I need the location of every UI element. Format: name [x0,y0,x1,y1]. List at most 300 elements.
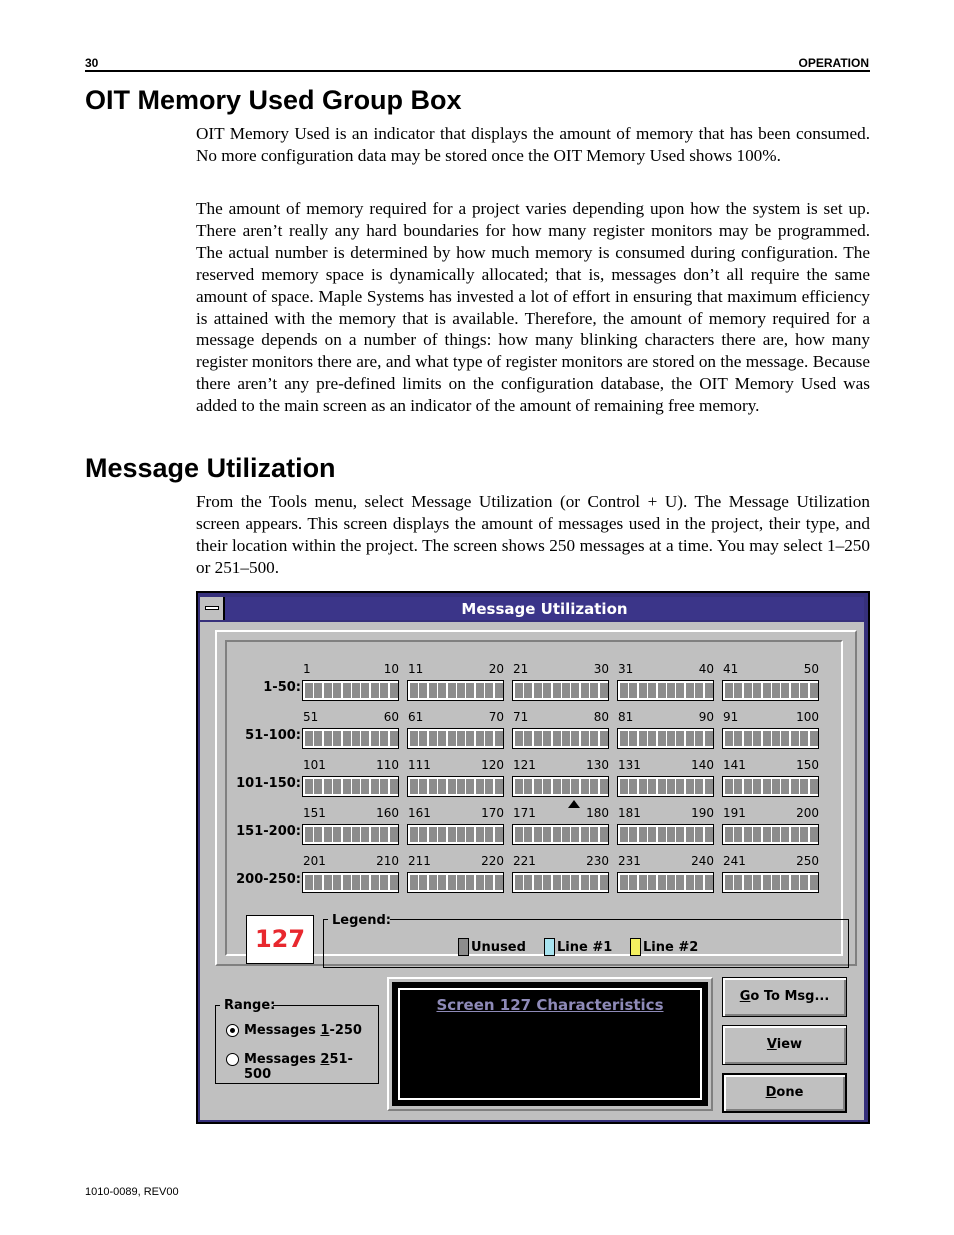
message-cell[interactable] [571,827,579,842]
message-cell[interactable] [448,683,456,698]
message-cell[interactable] [800,683,808,698]
message-cell[interactable] [553,731,561,746]
message-cell[interactable] [667,683,675,698]
message-cell[interactable] [562,827,570,842]
message-cell[interactable] [305,827,313,842]
message-cell[interactable] [466,827,474,842]
message-cell[interactable] [314,875,322,890]
message-cell[interactable] [361,683,369,698]
view-button[interactable]: View [722,1025,847,1065]
message-cell[interactable] [753,779,761,794]
message-cell[interactable] [600,779,608,794]
range-end-label: 120 [481,758,504,772]
message-cell[interactable] [515,827,523,842]
message-cell[interactable] [495,827,503,842]
message-cell[interactable] [543,827,551,842]
message-cell[interactable] [352,827,360,842]
message-cell[interactable] [419,875,427,890]
message-cell[interactable] [648,683,656,698]
message-cell[interactable] [725,731,733,746]
message-cell[interactable] [705,779,713,794]
message-cell[interactable] [314,827,322,842]
message-cell[interactable] [476,683,484,698]
message-cell[interactable] [600,683,608,698]
message-cell[interactable] [725,683,733,698]
message-cell[interactable] [343,779,351,794]
message-cell[interactable] [419,827,427,842]
message-cell-group[interactable] [512,728,609,749]
message-cell[interactable] [524,875,532,890]
message-cell[interactable] [457,779,465,794]
message-cell[interactable] [305,731,313,746]
message-cell[interactable] [781,731,789,746]
message-cell[interactable] [515,779,523,794]
range-end-label: 130 [586,758,609,772]
message-cell[interactable] [600,731,608,746]
message-cell[interactable] [352,731,360,746]
message-cell[interactable] [553,779,561,794]
message-cell[interactable] [324,731,332,746]
message-cell-group[interactable] [302,728,399,749]
message-cell[interactable] [695,875,703,890]
message-cell[interactable] [810,779,818,794]
message-cell[interactable] [380,875,388,890]
message-cell[interactable] [676,875,684,890]
message-cell-group[interactable] [407,680,504,701]
message-cell[interactable] [791,779,799,794]
message-cell[interactable] [648,779,656,794]
message-cell[interactable] [763,827,771,842]
dialog-client [200,622,864,1120]
message-cell[interactable] [581,683,589,698]
document-id: 1010-0089, REV00 [85,1186,179,1198]
message-cell[interactable] [571,731,579,746]
message-cell[interactable] [534,875,542,890]
message-cell[interactable] [658,827,666,842]
message-cell[interactable] [620,875,628,890]
message-cell[interactable] [781,683,789,698]
message-cell[interactable] [725,875,733,890]
message-cell[interactable] [485,827,493,842]
message-cell-group[interactable] [722,728,819,749]
message-cell-group[interactable] [302,680,399,701]
message-cell-group[interactable] [302,872,399,893]
message-cell-group[interactable] [617,776,714,797]
message-cell[interactable] [686,683,694,698]
message-cell[interactable] [333,827,341,842]
message-cell[interactable] [705,683,713,698]
message-cell[interactable] [800,875,808,890]
message-cell-group[interactable] [407,776,504,797]
message-cell-group[interactable] [407,824,504,845]
message-cell[interactable] [333,875,341,890]
screen-characteristics-link[interactable]: Screen 127 Characteristics [436,996,664,1014]
message-cell[interactable] [543,875,551,890]
message-cell[interactable] [543,683,551,698]
message-cell[interactable] [371,731,379,746]
message-cell[interactable] [429,683,437,698]
message-cell[interactable] [695,683,703,698]
message-cell[interactable] [639,731,647,746]
message-cell-group[interactable] [407,728,504,749]
message-cell[interactable] [534,827,542,842]
message-cell[interactable] [781,875,789,890]
message-cell[interactable] [457,731,465,746]
range-start-label: 71 [513,710,529,724]
message-cell[interactable] [466,731,474,746]
message-cell[interactable] [744,827,752,842]
message-cell[interactable] [466,683,474,698]
message-cell[interactable] [524,683,532,698]
message-cell[interactable] [734,827,742,842]
message-cell[interactable] [495,683,503,698]
message-cell[interactable] [639,827,647,842]
message-cell[interactable] [534,731,542,746]
message-cell[interactable] [695,779,703,794]
message-cell-group[interactable] [617,680,714,701]
message-cell[interactable] [734,779,742,794]
message-cell[interactable] [781,827,789,842]
message-cell[interactable] [361,875,369,890]
message-cell[interactable] [571,779,579,794]
message-cell[interactable] [744,779,752,794]
range-end-label: 180 [586,806,609,820]
message-cell[interactable] [658,875,666,890]
message-cell[interactable] [352,875,360,890]
message-cell-group[interactable] [407,872,504,893]
message-cell[interactable] [600,875,608,890]
message-cell[interactable] [380,731,388,746]
message-cell[interactable] [438,827,446,842]
message-cell[interactable] [571,683,579,698]
message-cell[interactable] [810,731,818,746]
message-cell[interactable] [772,875,780,890]
message-cell[interactable] [438,875,446,890]
message-cell[interactable] [476,875,484,890]
message-cell[interactable] [457,683,465,698]
message-cell[interactable] [419,683,427,698]
message-cell[interactable] [648,875,656,890]
message-cell-group[interactable] [722,872,819,893]
message-cell[interactable] [324,683,332,698]
message-cell[interactable] [466,875,474,890]
message-cell[interactable] [753,875,761,890]
message-cell[interactable] [324,779,332,794]
message-cell[interactable] [781,779,789,794]
row-label: 151-200: [236,824,301,839]
message-cell[interactable] [390,683,398,698]
message-cell[interactable] [543,779,551,794]
message-cell[interactable] [763,779,771,794]
message-cell[interactable] [705,827,713,842]
message-cell[interactable] [639,779,647,794]
message-cell[interactable] [534,779,542,794]
message-cell[interactable] [361,827,369,842]
message-cell[interactable] [667,827,675,842]
message-cell[interactable] [361,779,369,794]
message-cell[interactable] [658,731,666,746]
message-cell[interactable] [333,779,341,794]
message-cell[interactable] [753,731,761,746]
message-cell[interactable] [763,731,771,746]
message-cell[interactable] [686,875,694,890]
message-cell[interactable] [590,779,598,794]
message-cell-group[interactable] [512,872,609,893]
range-end-label: 70 [488,710,504,724]
range-end-label: 50 [803,662,819,676]
range-radio-1[interactable] [226,1024,239,1037]
message-cell[interactable] [667,875,675,890]
message-cell[interactable] [676,683,684,698]
message-cell[interactable] [410,827,418,842]
message-cell[interactable] [448,731,456,746]
message-cell[interactable] [410,683,418,698]
legend-swatch [544,938,555,956]
message-cell[interactable] [438,779,446,794]
message-cell[interactable] [620,683,628,698]
message-cell[interactable] [676,779,684,794]
message-cell[interactable] [658,779,666,794]
message-cell[interactable] [314,683,322,698]
message-cell[interactable] [705,731,713,746]
message-cell[interactable] [800,731,808,746]
message-cell[interactable] [371,683,379,698]
message-cell[interactable] [648,827,656,842]
message-cell[interactable] [734,731,742,746]
message-cell[interactable] [410,779,418,794]
message-cell[interactable] [629,779,637,794]
message-cell[interactable] [380,683,388,698]
message-cell[interactable] [515,731,523,746]
message-cell-group[interactable] [512,680,609,701]
message-cell[interactable] [695,731,703,746]
message-cell[interactable] [371,875,379,890]
message-cell[interactable] [553,827,561,842]
message-cell[interactable] [495,779,503,794]
message-cell-group[interactable] [722,680,819,701]
message-cell-group[interactable] [617,872,714,893]
message-cell[interactable] [314,779,322,794]
message-cell[interactable] [361,731,369,746]
message-cell[interactable] [448,875,456,890]
message-cell[interactable] [810,875,818,890]
message-cell[interactable] [763,683,771,698]
message-cell[interactable] [562,731,570,746]
message-cell[interactable] [371,827,379,842]
system-menu-button[interactable] [200,597,225,620]
message-cell[interactable] [810,683,818,698]
message-cell[interactable] [495,731,503,746]
message-cell[interactable] [695,827,703,842]
message-cell[interactable] [476,779,484,794]
message-cell[interactable] [438,683,446,698]
message-cell[interactable] [324,875,332,890]
range-start-label: 11 [408,662,424,676]
message-cell[interactable] [571,875,579,890]
message-cell[interactable] [658,683,666,698]
message-cell[interactable] [543,731,551,746]
range-end-label: 200 [796,806,819,820]
message-cell[interactable] [686,779,694,794]
message-cell[interactable] [485,779,493,794]
message-cell[interactable] [791,875,799,890]
message-cell[interactable] [438,731,446,746]
message-cell[interactable] [772,731,780,746]
message-cell[interactable] [429,875,437,890]
message-cell-group[interactable] [722,776,819,797]
message-cell[interactable] [810,827,818,842]
message-cell[interactable] [419,731,427,746]
message-cell[interactable] [725,779,733,794]
message-cell[interactable] [686,731,694,746]
range-option-label[interactable]: Messages 1-250 [244,1023,362,1038]
message-cell-group[interactable] [512,776,609,797]
message-cell[interactable] [562,875,570,890]
message-cell[interactable] [686,827,694,842]
message-cell[interactable] [380,827,388,842]
message-cell-group[interactable] [617,824,714,845]
message-cell[interactable] [485,875,493,890]
message-cell[interactable] [744,875,752,890]
message-cell[interactable] [485,731,493,746]
message-cell[interactable] [753,827,761,842]
message-cell[interactable] [333,683,341,698]
message-cell[interactable] [753,683,761,698]
message-cell[interactable] [390,731,398,746]
message-cell[interactable] [476,731,484,746]
message-cell[interactable] [676,827,684,842]
message-cell[interactable] [744,683,752,698]
message-cell[interactable] [390,875,398,890]
message-cell[interactable] [524,827,532,842]
message-cell-group[interactable] [722,824,819,845]
message-cell[interactable] [562,683,570,698]
message-cell-group[interactable] [512,824,609,845]
message-cell[interactable] [333,731,341,746]
message-cell[interactable] [581,875,589,890]
message-cell-group[interactable] [302,776,399,797]
message-cell[interactable] [343,827,351,842]
message-cell[interactable] [343,683,351,698]
message-cell[interactable] [466,779,474,794]
message-cell[interactable] [457,875,465,890]
message-cell[interactable] [324,827,332,842]
message-cell[interactable] [629,875,637,890]
message-cell[interactable] [390,827,398,842]
message-cell[interactable] [448,827,456,842]
message-cell[interactable] [410,875,418,890]
message-cell[interactable] [371,779,379,794]
message-cell-group[interactable] [302,824,399,845]
row-label: 200-250: [236,872,301,887]
message-cell[interactable] [590,683,598,698]
message-cell[interactable] [305,683,313,698]
message-cell[interactable] [772,683,780,698]
message-cell[interactable] [476,827,484,842]
legend-swatch [458,938,469,956]
message-cell[interactable] [515,875,523,890]
message-cell[interactable] [639,683,647,698]
message-cell[interactable] [429,731,437,746]
message-cell[interactable] [343,875,351,890]
message-cell[interactable] [562,779,570,794]
range-end-label: 40 [698,662,714,676]
message-cell[interactable] [429,779,437,794]
message-cell[interactable] [800,779,808,794]
message-cell[interactable] [581,827,589,842]
message-cell[interactable] [419,779,427,794]
message-cell[interactable] [639,875,647,890]
title-bar[interactable] [200,597,864,620]
message-cell[interactable] [390,779,398,794]
message-cell[interactable] [791,827,799,842]
message-cell[interactable] [590,731,598,746]
message-cell[interactable] [676,731,684,746]
message-cell-group[interactable] [617,728,714,749]
message-cell[interactable] [305,875,313,890]
message-cell[interactable] [380,779,388,794]
done-button[interactable]: Done [722,1073,847,1113]
message-cell[interactable] [800,827,808,842]
message-cell[interactable] [600,827,608,842]
message-cell[interactable] [410,731,418,746]
message-cell[interactable] [705,875,713,890]
message-cell[interactable] [772,779,780,794]
message-cell[interactable] [457,827,465,842]
message-cell[interactable] [448,779,456,794]
message-cell[interactable] [734,875,742,890]
message-cell[interactable] [791,731,799,746]
message-cell[interactable] [620,827,628,842]
message-cell[interactable] [620,731,628,746]
range-radio-2[interactable] [226,1053,239,1066]
message-cell[interactable] [629,683,637,698]
message-cell[interactable] [629,731,637,746]
message-cell[interactable] [495,875,503,890]
message-cell[interactable] [667,779,675,794]
message-cell[interactable] [725,827,733,842]
message-cell[interactable] [620,779,628,794]
go-to-msg-button[interactable]: Go To Msg... [722,977,847,1017]
message-cell[interactable] [734,683,742,698]
message-cell[interactable] [515,683,523,698]
message-cell[interactable] [485,683,493,698]
message-cell[interactable] [581,731,589,746]
message-cell[interactable] [791,683,799,698]
range-option-label[interactable]: Messages 251-500 [244,1052,353,1082]
message-cell[interactable] [305,779,313,794]
message-cell[interactable] [553,875,561,890]
message-cell[interactable] [744,731,752,746]
message-cell[interactable] [581,779,589,794]
message-cell[interactable] [667,731,675,746]
message-cell[interactable] [648,731,656,746]
message-cell[interactable] [629,827,637,842]
message-cell[interactable] [524,731,532,746]
message-cell[interactable] [314,731,322,746]
message-cell[interactable] [352,779,360,794]
message-cell[interactable] [352,683,360,698]
message-cell[interactable] [534,683,542,698]
message-cell[interactable] [343,731,351,746]
message-cell[interactable] [553,683,561,698]
message-cell[interactable] [590,875,598,890]
message-cell[interactable] [772,827,780,842]
message-cell[interactable] [429,827,437,842]
message-cell[interactable] [763,875,771,890]
message-cell[interactable] [524,779,532,794]
message-cell[interactable] [590,827,598,842]
